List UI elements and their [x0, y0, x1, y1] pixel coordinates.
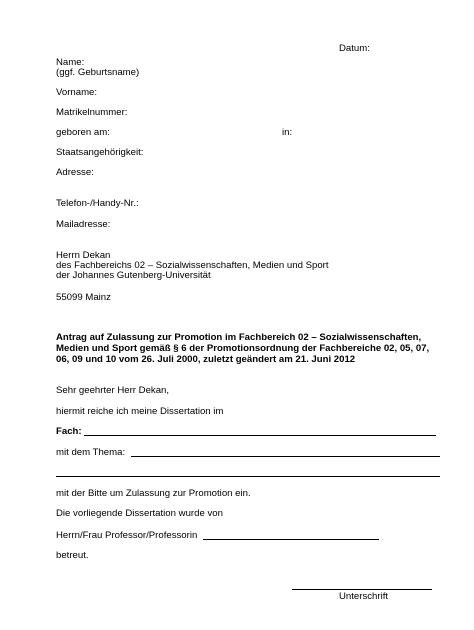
- request-text: mit der Bitte um Zulassung zur Promotion ein.: [56, 488, 251, 499]
- subject-line-3: 06, 09 und 10 vom 26. Juli 2000, zuletzt geändert am 21. Juni 2012: [56, 354, 356, 365]
- birthname-label: (ggf. Geburtsname): [56, 67, 140, 78]
- intro-text: hiermit reiche ich meine Dissertation im: [56, 406, 224, 417]
- thema-label: mit dem Thema:: [56, 447, 126, 458]
- thema-field-1[interactable]: [131, 456, 440, 457]
- signature-field[interactable]: [292, 589, 432, 590]
- thema-field-2[interactable]: [56, 476, 440, 477]
- recipient-line-2: des Fachbereichs 02 – Sozialwissenschaften, Medien und Sport: [56, 260, 329, 271]
- salutation: Sehr geehrter Herr Dekan,: [56, 385, 170, 396]
- subject-line-1: Antrag auf Zulassung zur Promotion im Fachbereich 02 – Sozialwissenschaften,: [56, 332, 422, 343]
- recipient-line-1: Herrn Dekan: [56, 250, 111, 261]
- recipient-line-3: der Johannes Gutenberg-Universität: [56, 270, 211, 281]
- mailadresse-label: Mailadresse:: [56, 219, 111, 230]
- subject-line-2: Medien und Sport gemäß § 6 der Promotionsordnung der Fachbereiche 02, 05, 07,: [56, 343, 430, 354]
- geboren-label: geboren am:: [56, 127, 110, 138]
- fach-field[interactable]: [84, 435, 436, 436]
- matrikelnummer-label: Matrikelnummer:: [56, 107, 128, 118]
- telefon-label: Telefon-/Handy-Nr.:: [56, 198, 139, 209]
- staatsangehoerigkeit-label: Staatsangehörigkeit:: [56, 147, 144, 158]
- professor-field[interactable]: [203, 539, 379, 540]
- recipient-city: 55099 Mainz: [56, 292, 111, 303]
- adresse-label: Adresse:: [56, 167, 94, 178]
- datum-label: Datum:: [339, 43, 370, 54]
- betreut-text: betreut.: [56, 550, 89, 561]
- signature-label: Unterschrift: [339, 591, 389, 602]
- professor-label: Herrn/Frau Professor/Professorin: [56, 530, 198, 541]
- vorname-label: Vorname:: [56, 87, 98, 98]
- supervised-text: Die vorliegende Dissertation wurde von: [56, 508, 223, 519]
- name-label: Name:: [56, 57, 85, 68]
- fach-label: Fach:: [56, 426, 82, 437]
- birthplace-label: in:: [282, 127, 293, 138]
